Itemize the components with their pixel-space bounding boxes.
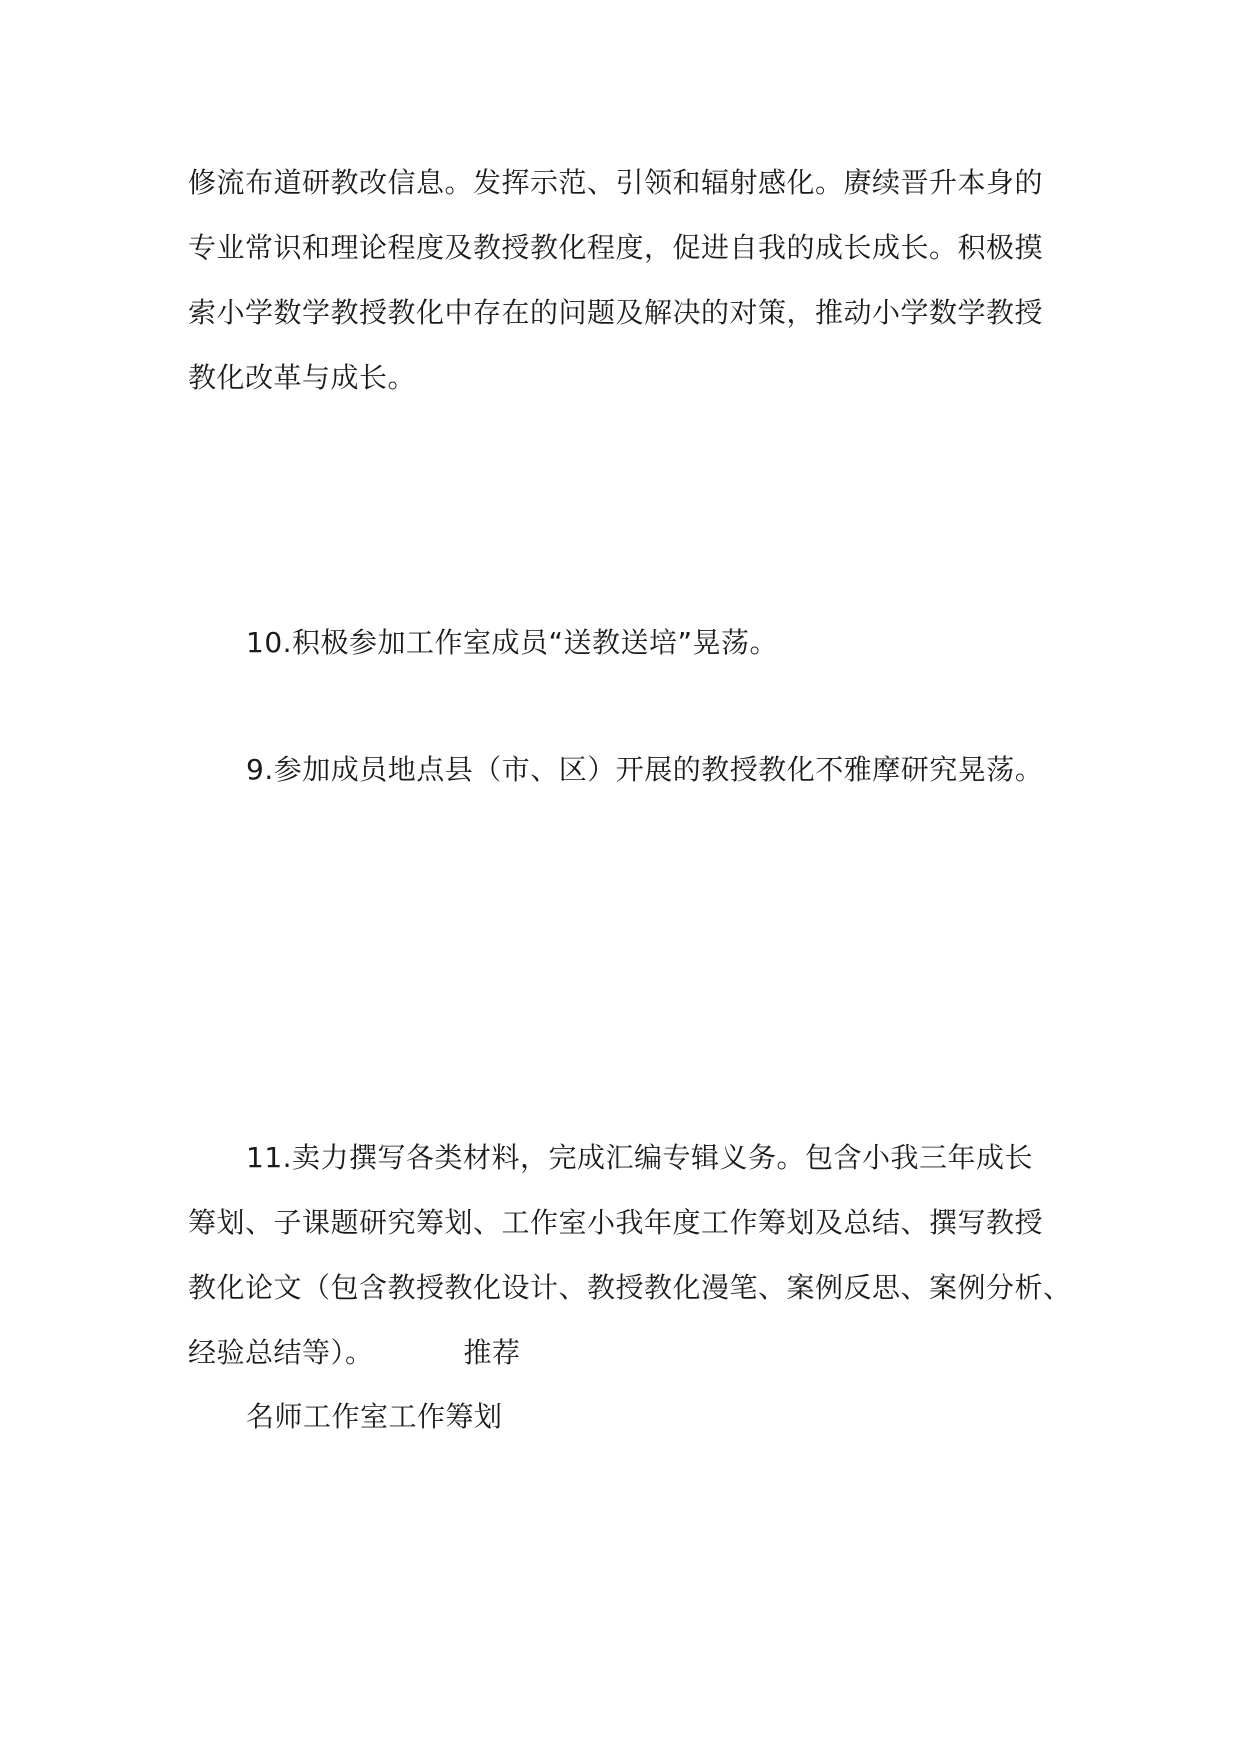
related-article-link[interactable]: 名师工作室工作筹划 [246,1400,503,1433]
item-9-text: 9.参加成员地点县（市、区）开展的教授教化不雅摩研究晃荡。 [246,753,1044,786]
item-11-line: 教化论文（包含教授教化设计、教授教化漫笔、案例反思、案例分析、 [188,1271,1072,1304]
paragraph-line: 索小学数学教授教化中存在的问题及解决的对策，推动小学数学教授 [188,296,1044,329]
item-9 [188,737,1068,802]
item-11-line: 11.卖力撰写各类材料，完成汇编专辑义务。包含小我三年成长 [246,1141,1034,1174]
item-11-line: 筹划、子课题研究筹划、工作室小我年度工作筹划及总结、撰写教授 [188,1206,1044,1239]
paragraph-line: 专业常识和理论程度及教授教化程度，促进自我的成长成长。积极摸 [188,231,1044,264]
item-10 [188,610,1068,675]
paragraph-line: 修流布道研教改信息。发挥示范、引领和辐射感化。赓续晋升本身的 [188,166,1044,199]
recommend-label: 推荐 [463,1336,521,1369]
item-11-line: 经验总结等）。 [188,1336,374,1369]
paragraph-line: 教化改革与成长。 [188,361,417,394]
item-11-last-line [188,1320,1068,1385]
related-section [188,1384,1068,1449]
paragraph-top [188,150,1068,410]
item-11 [188,1125,1072,1385]
item-10-text: 10.积极参加工作室成员“送教送培”晃荡。 [246,626,779,659]
